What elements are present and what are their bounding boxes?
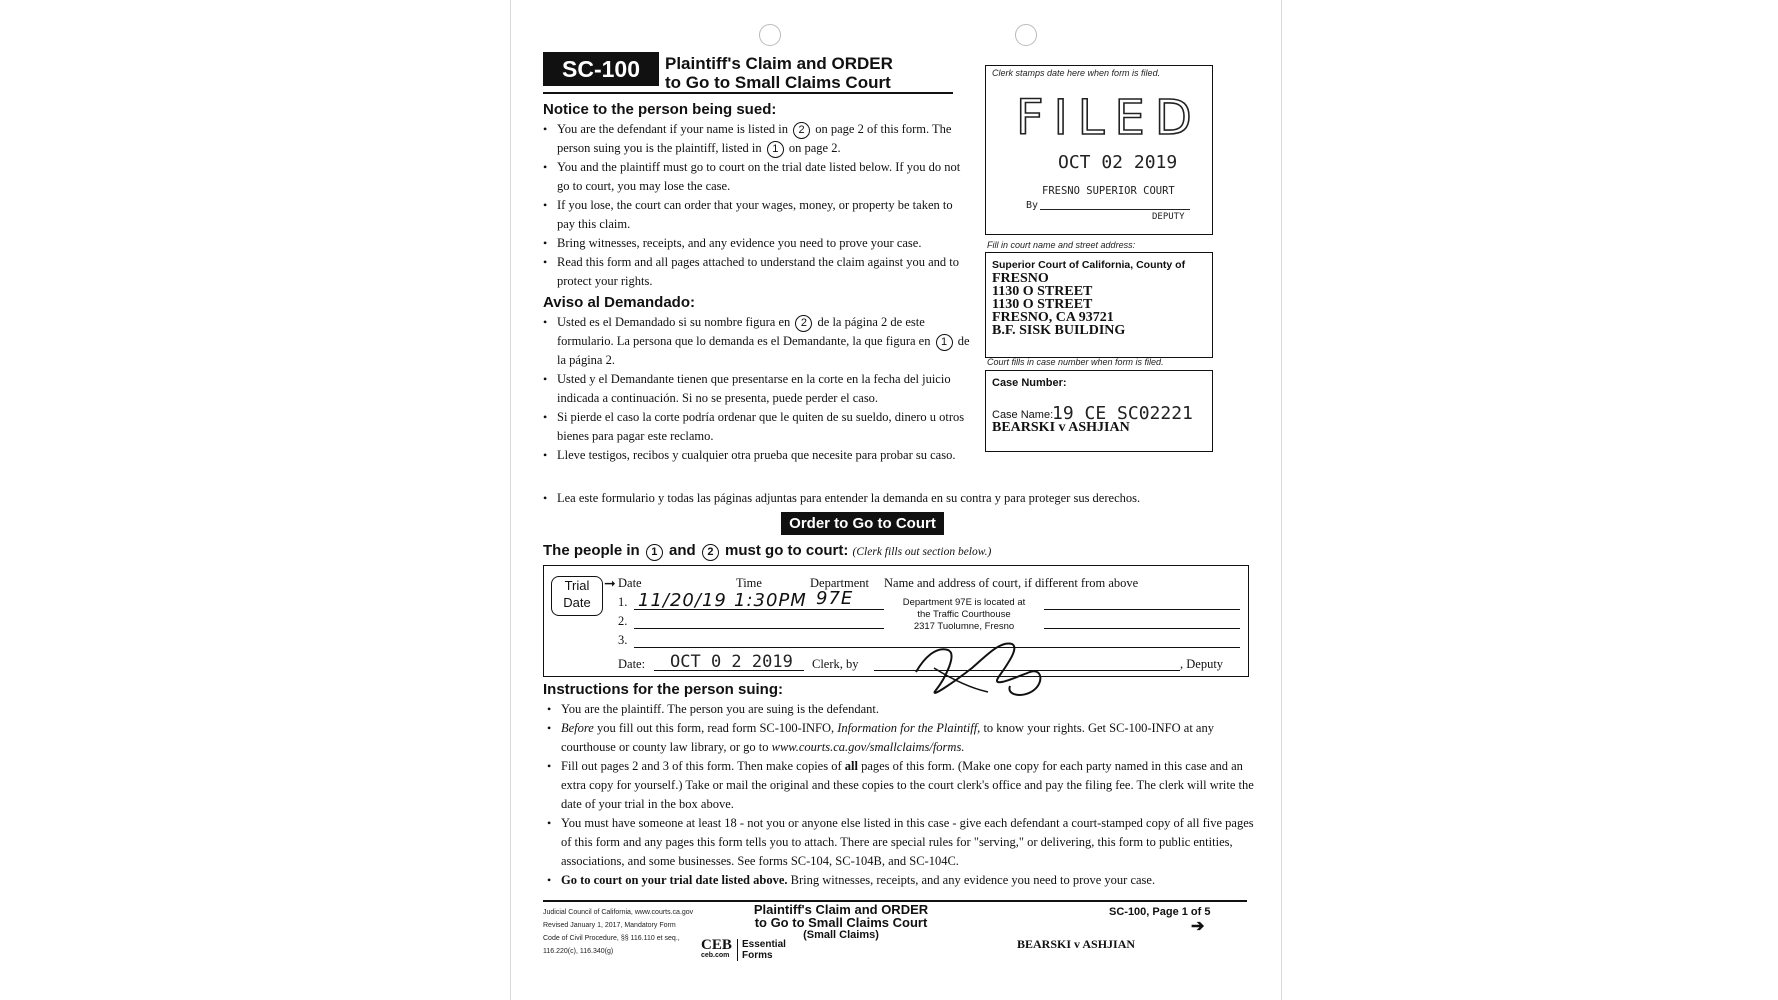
row-number: 3. xyxy=(618,633,628,647)
footer-line: Code of Civil Procedure, §§ 116.110 et seq., xyxy=(543,935,680,942)
court-name-label: Superior Court of California, County of xyxy=(992,259,1186,271)
party-number-circle: 2 xyxy=(702,544,719,561)
form-title-line: to Go to Small Claims Court xyxy=(665,73,891,92)
footer-title-line: to Go to Small Claims Court xyxy=(754,915,928,930)
text: on page 2 of this form. xyxy=(815,122,930,136)
address-line: FRESNO, CA 93721 xyxy=(992,310,1114,325)
text: you fill out this form, read form SC-100-INFO, xyxy=(596,721,835,735)
list-item xyxy=(543,313,975,370)
case-number-value: 19 CE SC02221 xyxy=(1052,403,1193,424)
dept-note-line: the Traffic Courthouse xyxy=(917,609,1011,620)
case-number-box xyxy=(985,370,1213,452)
list-item: • You must have someone at least 18 - not you or anyone else listed in this case - give each defendant a court-stamped copy of all five pages of this form and any pages this form tells you to attach. There are special rules for "serving," or delivering, this form to public entities, associations, and some businesses. See forms SC-104, SC-104B, and SC-104C. xyxy=(547,814,1263,871)
party-number-circle: 1 xyxy=(936,334,953,351)
case-name-value: BEARSKI v ASHJIAN xyxy=(992,420,1130,435)
trial-date-value: 11/20/19 xyxy=(638,590,727,611)
aviso-last-item xyxy=(543,489,1263,508)
footer-line: Judicial Council of California, www.courts.ca.gov xyxy=(543,909,694,916)
party-number-circle: 2 xyxy=(795,315,812,332)
address-line: 1130 O STREET xyxy=(992,284,1093,299)
text: on page 2. xyxy=(788,141,841,155)
col-name-header: Name and address of court, if different from above xyxy=(884,576,1139,590)
footer-title-line: (Small Claims) xyxy=(803,929,879,941)
text: Before xyxy=(561,721,594,735)
arrow-right-icon: ➔ xyxy=(1191,918,1205,935)
court-address-lines xyxy=(992,272,1125,337)
notice-heading: Notice to the person being sued: xyxy=(543,101,777,118)
footer-title-line: Plaintiff's Claim and ORDER xyxy=(753,902,929,917)
list-item: • If you lose, the court can order that your wages, money, or property be taken to pay this claim. xyxy=(543,196,963,234)
notice-section xyxy=(543,101,963,291)
trial-dept-value: 97E xyxy=(816,588,854,609)
row-number: 1. xyxy=(618,595,628,609)
issue-date-label: Date: xyxy=(618,657,646,671)
trial-date-badge xyxy=(551,576,603,616)
footer-citation xyxy=(543,906,693,958)
address-line: FRESNO xyxy=(992,271,1049,286)
logo-text: Essential xyxy=(742,939,786,950)
list-item: • Bring witnesses, receipts, and any evidence you need to prove your case. xyxy=(543,234,963,253)
form-title-line: Plaintiff's Claim and ORDER xyxy=(665,54,893,73)
ceb-url: ceb.com xyxy=(701,952,730,959)
row-number: 2. xyxy=(618,614,628,628)
form-id-badge: SC-100 xyxy=(543,52,659,86)
text: and xyxy=(669,542,696,559)
address-line: 1130 O STREET xyxy=(992,297,1093,312)
text: Bring witnesses, receipts, and any evidence you need to prove your case. xyxy=(790,873,1156,887)
arrow-right-icon: ➞ xyxy=(604,577,616,592)
col-time-header: Time xyxy=(736,576,762,590)
trial-time-value: 1:30PM xyxy=(734,590,807,611)
essential-forms-logo xyxy=(737,939,786,961)
clerk-note: (Clerk fills out section below.) xyxy=(852,546,992,558)
trial-date-box xyxy=(543,565,1249,677)
deputy-label: , Deputy xyxy=(1180,657,1224,671)
form-title xyxy=(665,54,893,92)
document-page xyxy=(510,0,1282,1000)
text: The people in xyxy=(543,542,640,559)
col-date-header: Date xyxy=(618,576,642,590)
list-item xyxy=(547,871,1263,890)
text: de la página 2 de este formulario. La persona que lo demanda es el Demandante, la que figura en xyxy=(557,315,931,348)
text: all xyxy=(844,759,858,773)
forms-link[interactable]: www.courts.ca.gov/smallclaims/forms. xyxy=(771,740,965,754)
signature-line xyxy=(1040,209,1190,210)
ceb-logo xyxy=(701,938,732,959)
text: Fill out pages 2 and 3 of this form. Then make copies of xyxy=(561,759,842,773)
list-item: • Read this form and all pages attached to understand the claim against you and to protect your rights. xyxy=(543,253,963,291)
list-item: • Usted y el Demandante tienen que presentarse en la corte en la fecha del juicio indicada a continuación. Si no se presenta, puede perder el caso. xyxy=(543,370,975,408)
text: Go to court on your trial date listed above. xyxy=(561,873,788,887)
list-item: • Lleve testigos, recibos y cualquier otra prueba que necesite para probar su caso. xyxy=(543,446,975,465)
text: to know your rights. Get SC-100-INFO at any courthouse or county law library, or go to xyxy=(561,721,1214,754)
aviso-section xyxy=(543,294,975,465)
text: You are the defendant if your name is listed in xyxy=(557,122,788,136)
party-number-circle: 1 xyxy=(646,544,663,561)
badge-text: Date xyxy=(563,595,591,610)
case-number-label: Case Number: xyxy=(992,377,1067,389)
party-number-circle: 1 xyxy=(767,141,784,158)
title-rule xyxy=(543,92,953,94)
order-banner: Order to Go to Court xyxy=(781,512,944,535)
text: pages of this form. (Make one copy for each party named in this case and an extra copy for yourself.) Take or mail the original and these copies to the court clerk's office and pay the filing fee. The clerk will write the date of your trial in the box above. xyxy=(561,759,1254,811)
punch-hole xyxy=(759,24,781,46)
col-dept-header: Department xyxy=(810,576,870,590)
aviso-heading: Aviso al Demandado: xyxy=(543,294,695,311)
court-address-caption: Fill in court name and street address: xyxy=(987,240,1136,250)
case-name-label: Case Name: xyxy=(992,409,1054,421)
text: must go to court: xyxy=(725,542,849,559)
filed-date-stamp: OCT 02 2019 xyxy=(1058,152,1178,173)
ceb-logo-text: CEB xyxy=(701,937,732,953)
court-address-box xyxy=(985,252,1213,358)
page-indicator: SC-100, Page 1 of 5 xyxy=(1109,906,1211,918)
issue-date-value: OCT 0 2 2019 xyxy=(670,652,793,672)
dept-note-line: Department 97E is located at xyxy=(902,597,1026,608)
instructions-heading: Instructions for the person suing: xyxy=(543,681,784,698)
clerk-stamp-box xyxy=(985,65,1213,235)
people-must-go-heading xyxy=(543,542,991,561)
footer-line: Revised January 1, 2017, Mandatory Form xyxy=(543,922,676,929)
case-number-caption: Court fills in case number when form is filed. xyxy=(987,357,1164,367)
list-item: • You are the plaintiff. The person you are suing is the defendant. xyxy=(547,700,1263,719)
footer-title xyxy=(751,903,931,942)
text: Information for the Plaintiff, xyxy=(837,721,981,735)
badge-text: Trial xyxy=(564,578,590,593)
department-note xyxy=(884,597,1044,633)
address-line: B.F. SISK BUILDING xyxy=(992,323,1126,338)
footer-line: 116.220(c), 116.340(g) xyxy=(543,948,614,955)
instructions-section xyxy=(543,681,1263,890)
party-number-circle: 2 xyxy=(793,122,810,139)
list-item: • Lea este formulario y todas las páginas adjuntas para entender la demanda en su contra y para proteger sus derechos. xyxy=(543,489,1263,508)
clerk-stamp-caption: Clerk stamps date here when form is filed. xyxy=(992,68,1161,78)
list-item xyxy=(547,757,1263,814)
filed-stamp: FILED xyxy=(1016,90,1202,146)
dept-note-line: 2317 Tuolumne, Fresno xyxy=(913,621,1015,632)
logo-text: Forms xyxy=(742,950,773,961)
clerk-by-label: Clerk, by xyxy=(812,657,859,671)
list-item: • You and the plaintiff must go to court on the trial date listed below. If you do not go to court, you may lose the case. xyxy=(543,158,963,196)
punch-hole xyxy=(1015,24,1037,46)
deputy-label: DEPUTY xyxy=(1152,212,1185,222)
footer-case-name: BEARSKI v ASHJIAN xyxy=(1017,937,1136,951)
list-item xyxy=(547,719,1263,757)
text: Usted es el Demandado si su nombre figura en xyxy=(557,315,791,329)
text: de la página 2. xyxy=(557,334,970,367)
list-item xyxy=(543,120,963,158)
text: The person suing you is the plaintiff, listed in xyxy=(557,122,952,155)
filed-court-stamp: FRESNO SUPERIOR COURT xyxy=(1042,185,1175,197)
list-item: • Si pierde el caso la corte podría ordenar que le quiten de su sueldo, dinero u otros bienes para pagar este reclamo. xyxy=(543,408,975,446)
filed-by-label: By xyxy=(1026,200,1039,211)
